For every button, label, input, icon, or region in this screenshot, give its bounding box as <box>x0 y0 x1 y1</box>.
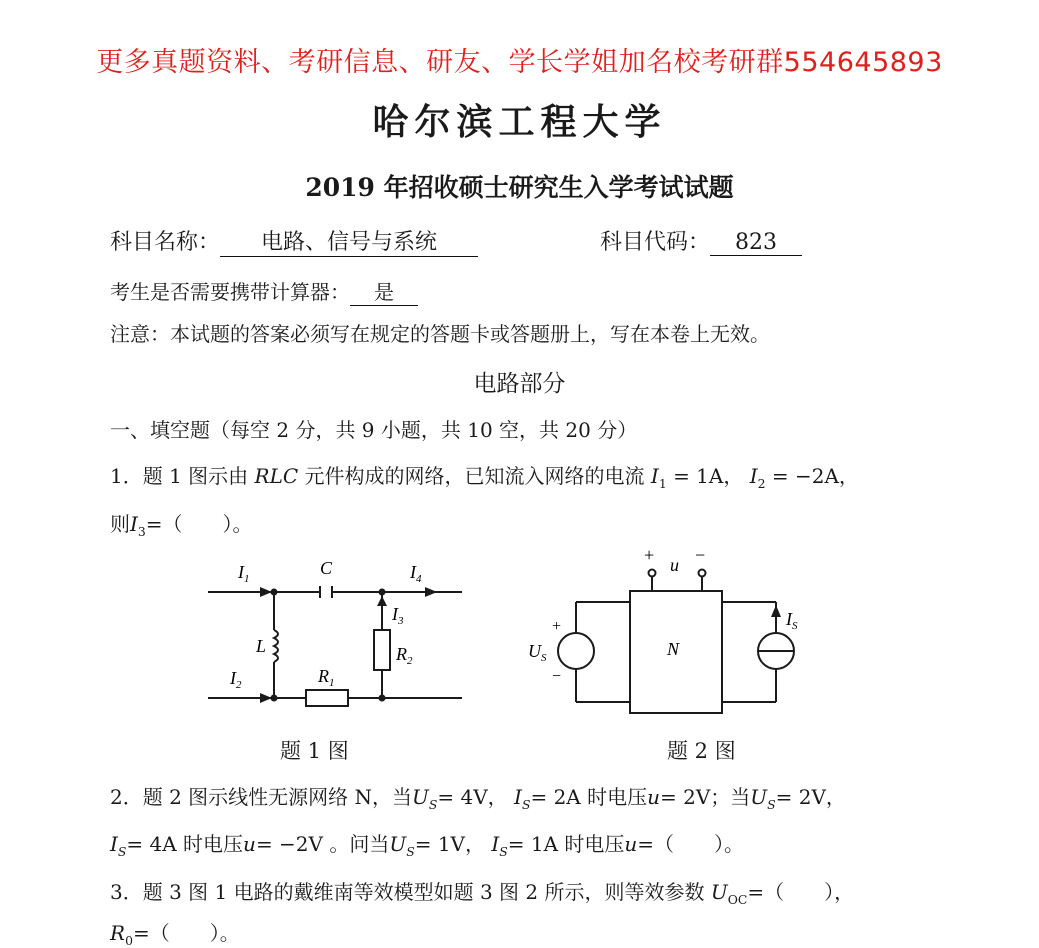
q1-i1-sub: 1 <box>658 476 667 491</box>
q2-text-e: = 2V， <box>775 785 846 809</box>
q2-is-3-sub: S <box>499 844 508 859</box>
fig2-plus-top: + <box>644 545 655 565</box>
question-3-line-2 <box>110 917 240 948</box>
q3-text-c: =（ ）。 <box>132 921 240 945</box>
fig2-us-label: $U_S$ <box>528 641 547 664</box>
notice: 注意：本试题的答案必须写在规定的答题卡或答题册上，写在本卷上无效。 <box>110 322 770 346</box>
question-2-line-1 <box>110 781 846 812</box>
fig1-i2-label: $I_2$ <box>230 668 242 691</box>
q3-uoc: U <box>710 880 728 904</box>
figure-2-caption: 题 2 图 <box>667 739 736 763</box>
q2-text-a: 2．题 2 图示线性无源网络 N，当 <box>110 785 413 809</box>
q1-i3-sub: 3 <box>137 524 146 539</box>
q1-text-e: 则 <box>110 512 130 536</box>
q3-text-b: =（ ）， <box>747 880 855 904</box>
question-3-line-1 <box>110 876 854 907</box>
q1-i2-sub: 2 <box>757 476 766 491</box>
q1-text-f: =（ ）。 <box>145 512 253 536</box>
q1-i3: I <box>130 512 138 536</box>
q2-text-h: = 1V， <box>414 832 485 856</box>
q2-text-c: = 2A 时电压 <box>530 785 648 809</box>
fig2-plus-left: + <box>552 618 562 635</box>
q2-us-2: U <box>750 785 768 809</box>
q3-r0-sub: 0 <box>125 933 133 948</box>
figure-1-caption: 题 1 图 <box>280 739 349 763</box>
fig2-minus-top: − <box>695 545 706 565</box>
q2-is-2: I <box>110 832 118 856</box>
q1-text-d: = −2A， <box>771 464 859 488</box>
q2-text-j: =（ ）。 <box>637 832 745 856</box>
q1-i1: I <box>650 464 659 488</box>
calculator-label: 考生是否需要携带计算器： <box>110 280 350 304</box>
fig1-r1-label: $R_1$ <box>318 666 335 689</box>
q1-rlc: RLC <box>254 464 299 488</box>
q2-is-1-sub: S <box>521 797 531 812</box>
question-2-line-2 <box>110 828 744 859</box>
q2-u-1: u <box>647 785 660 809</box>
question-1-line-1 <box>110 460 859 491</box>
subject-name-label: 科目名称： <box>110 230 221 255</box>
q1-text: 1．题 1 图示由 <box>110 464 249 488</box>
fig1-i4-label: $I_4$ <box>410 562 422 585</box>
exam-title: 2019 年招收硕士研究生入学考试试题 <box>305 173 734 202</box>
question-1-line-2 <box>110 508 253 539</box>
calculator-value: 是 <box>350 276 418 306</box>
q2-us-3-sub: S <box>406 844 415 859</box>
promo-banner: 更多真题资料、考研信息、研友、学长学姐加名校考研群554645893 <box>96 47 943 78</box>
subject-name-row <box>110 225 478 257</box>
q2-text-g: = −2V 。问当 <box>255 832 390 856</box>
subject-code-value: 823 <box>710 230 802 256</box>
q2-text-b: = 4V， <box>437 785 508 809</box>
q2-is-2-sub: S <box>117 844 127 859</box>
fig1-r2-label: $R_2$ <box>396 644 413 667</box>
q2-us-1-sub: S <box>428 797 438 812</box>
q2-text-i: = 1A 时电压 <box>507 832 625 856</box>
subject-name-value: 电路、信号与系统 <box>220 225 478 257</box>
q1-i2: I <box>749 464 758 488</box>
q1-text-c: = 1A， <box>673 464 744 488</box>
q2-us-3: U <box>389 832 407 856</box>
part1-heading: 一、填空题（每空 2 分，共 9 小题，共 10 空，共 20 分） <box>110 418 638 442</box>
fig1-c-label: C <box>320 558 333 578</box>
fig2-u-label: u <box>670 555 679 575</box>
figure-2-circuit <box>520 545 810 720</box>
figure-1-circuit <box>200 548 470 718</box>
q3-r0: R <box>110 921 126 945</box>
q2-us-2-sub: S <box>767 797 776 812</box>
fig1-i3-label: $I_3$ <box>392 604 404 627</box>
q3-uoc-sub: OC <box>727 892 748 907</box>
q2-is-1: I <box>514 785 522 809</box>
q2-is-3: I <box>491 832 500 856</box>
q2-text-d: = 2V；当 <box>659 785 751 809</box>
q2-us-1: U <box>412 785 429 809</box>
fig1-l-label: L <box>256 636 267 656</box>
fig2-n-label: N <box>667 639 680 659</box>
subject-code-label: 科目代码： <box>600 230 711 255</box>
q1-text-b: 元件构成的网络，已知流入网络的电流 <box>304 464 645 488</box>
section-title: 电路部分 <box>473 371 566 397</box>
q2-u-2: u <box>243 832 256 856</box>
calculator-row <box>110 276 418 306</box>
q3-text-a: 3．题 3 图 1 电路的戴维南等效模型如题 3 图 2 所示，则等效参数 <box>110 880 705 904</box>
fig2-is-label: $I_S$ <box>786 609 798 632</box>
university-name: 哈尔滨工程大学 <box>372 101 667 143</box>
fig2-minus-left: − <box>552 668 562 685</box>
q2-text-f: = 4A 时电压 <box>126 832 244 856</box>
q2-u-3: u <box>624 832 638 856</box>
fig1-i1-label: $I_1$ <box>238 562 250 585</box>
subject-code-row <box>600 225 802 256</box>
